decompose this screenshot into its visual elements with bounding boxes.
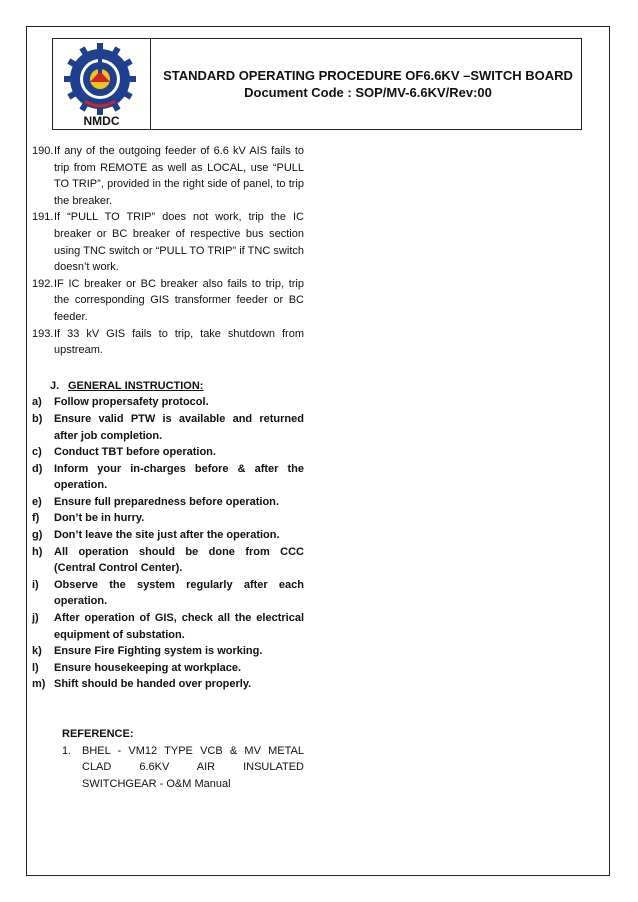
org-name: NMDC	[83, 114, 120, 128]
item-text: Ensure Fire Fighting system is working.	[54, 645, 263, 658]
item-letter: a)	[32, 396, 42, 409]
instruction-item	[32, 411, 304, 444]
procedure-step	[32, 209, 304, 275]
reference-number: 1.	[62, 744, 72, 757]
item-text: Conduct TBT before operation.	[54, 446, 216, 459]
document-header	[52, 38, 582, 130]
instruction-item	[32, 643, 304, 660]
item-letter: k)	[32, 645, 42, 658]
step-number: 191.	[32, 211, 54, 224]
item-letter: j)	[32, 612, 39, 625]
item-text: Don’t be in hurry.	[54, 512, 145, 525]
step-text: IF IC breaker or BC breaker also fails to trip, trip the corresponding GIS transformer feeder or BC feeder.	[54, 277, 304, 323]
procedure-step	[32, 143, 304, 209]
item-letter: b)	[32, 412, 43, 425]
item-text: Follow propersafety protocol.	[54, 396, 209, 409]
item-text: All operation should be done from CCC (Central Control Center).	[54, 545, 304, 575]
item-text: Inform your in-charges before & after the operation.	[54, 462, 304, 492]
instruction-item	[32, 676, 304, 693]
logo-cell	[53, 39, 151, 129]
instruction-item	[32, 527, 304, 544]
item-text: Observe the system regularly after each operation.	[54, 578, 304, 608]
item-text: Shift should be handed over properly.	[54, 678, 252, 691]
reference-heading: REFERENCE:	[62, 728, 134, 740]
instruction-item	[32, 510, 304, 527]
step-text: If “PULL TO TRIP” does not work, trip the IC breaker or BC breaker of respective bus section using TNC switch or “PULL TO TRIP” if TNC switch doesn’t work.	[54, 211, 304, 274]
item-letter: m)	[32, 678, 46, 691]
step-number: 190.	[32, 145, 54, 157]
step-number: 193.	[32, 327, 54, 340]
procedure-steps	[32, 143, 304, 359]
instruction-item	[32, 577, 304, 610]
section-letter: J.	[50, 379, 60, 392]
item-text: Ensure valid PTW is available and returned after job completion.	[54, 412, 304, 442]
instruction-item	[32, 660, 304, 677]
reference-item	[62, 743, 304, 793]
instruction-item	[32, 461, 304, 494]
document-code: Document Code : SOP/MV-6.6KV/Rev:00	[244, 85, 492, 100]
instruction-item	[32, 444, 304, 461]
nmdc-logo-icon	[63, 41, 137, 115]
item-letter: e)	[32, 495, 42, 508]
page-content	[32, 143, 304, 792]
item-letter: d)	[32, 462, 43, 475]
step-number: 192.	[32, 277, 54, 290]
item-letter: c)	[32, 446, 42, 459]
instruction-item	[32, 610, 304, 643]
instruction-item	[32, 394, 304, 411]
step-text: If any of the outgoing feeder of 6.6 kV AIS fails to trip from REMOTE as well as LOCAL, use “PULL TO TRIP”, provided in the right side of panel, to trip the breaker.	[54, 145, 304, 207]
reference-text: BHEL - VM12 TYPE VCB & MV METAL CLAD 6.6KV AIR INSULATED SWITCHGEAR - O&M Manual	[82, 744, 304, 790]
document-title: STANDARD OPERATING PROCEDURE OF6.6KV –SWITCH BOARD	[163, 68, 573, 83]
title-cell	[151, 39, 581, 129]
item-text: Don’t leave the site just after the operation.	[54, 529, 280, 542]
general-instruction-list	[32, 394, 304, 693]
item-letter: l)	[32, 661, 39, 674]
procedure-step	[32, 276, 304, 326]
item-text: Ensure full preparedness before operation.	[54, 495, 279, 508]
procedure-step	[32, 326, 304, 359]
item-text: Ensure housekeeping at workplace.	[54, 661, 242, 674]
item-letter: g)	[32, 529, 43, 542]
step-text: If 33 kV GIS fails to trip, take shutdown from upstream.	[54, 327, 304, 357]
item-letter: h)	[32, 545, 43, 558]
general-instruction-heading	[50, 378, 304, 395]
item-text: After operation of GIS, check all the electrical equipment of substation.	[54, 612, 304, 641]
item-letter: f)	[32, 512, 40, 525]
instruction-item	[32, 494, 304, 511]
item-letter: i)	[32, 578, 39, 591]
instruction-item	[32, 544, 304, 577]
section-title: GENERAL INSTRUCTION:	[68, 379, 204, 392]
